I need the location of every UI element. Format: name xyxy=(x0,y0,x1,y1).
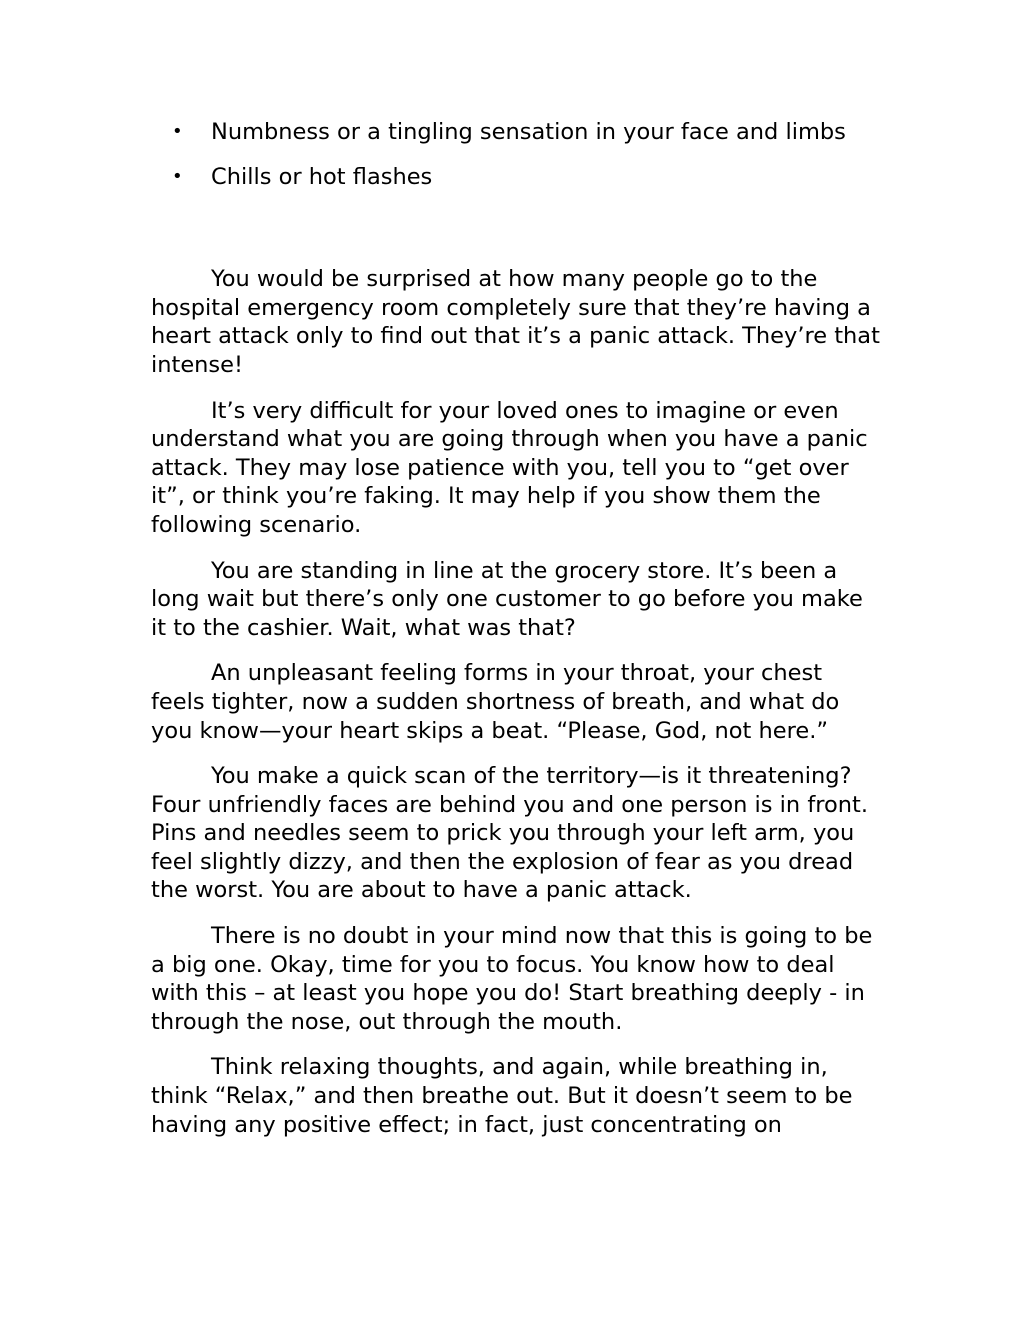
paragraph: You make a quick scan of the territory—is it threatening? Four unfriendly faces are behind you and one person is in front. Pins and needles seem to prick you through your left arm, you feel slightly dizzy, and then the explosion of fear as you dread the worst. You are about to have a panic attack. xyxy=(151,763,869,904)
list-item xyxy=(151,163,881,192)
list-item-text: Numbness or a tingling sensation in your face and limbs xyxy=(211,119,846,145)
list-item xyxy=(151,118,881,147)
paragraph: You are standing in line at the grocery store. It’s been a long wait but there’s only one customer to go before you make it to the cashier. Wait, what was that? xyxy=(151,557,863,641)
document-page xyxy=(151,118,881,1156)
paragraph: It’s very difficult for your loved ones to imagine or even understand what you are going through when you have a panic attack. They may lose patience with you, tell you to “get over it”, or think you’re faking. It may help if you show them the following scenario. xyxy=(151,397,868,538)
paragraph: There is no doubt in your mind now that this is going to be a big one. Okay, time for you to focus. You know how to deal with this – at least you hope you do! Start breathing deeply - in through the nose, out through the mouth. xyxy=(151,923,873,1035)
section-spacer xyxy=(151,207,881,265)
list-item-text: Chills or hot flashes xyxy=(211,163,433,190)
bullet-icon: • xyxy=(172,165,183,187)
bullet-icon: • xyxy=(172,121,183,142)
paragraph: You would be surprised at how many people go to the hospital emergency room completely sure that they’re having a heart attack only to find out that it’s a panic attack. They’re that intense! xyxy=(151,266,880,378)
symptom-list xyxy=(151,118,881,191)
paragraph: Think relaxing thoughts, and again, while breathing in, think “Relax,” and then breathe out. But it doesn’t seem to be having any positive effect; in fact, just concentrating on xyxy=(151,1054,853,1138)
paragraph: An unpleasant feeling forms in your throat, your chest feels tighter, now a sudden shortness of breath, and what do you know—your heart skips a beat. “Please, God, not here.” xyxy=(151,660,840,744)
